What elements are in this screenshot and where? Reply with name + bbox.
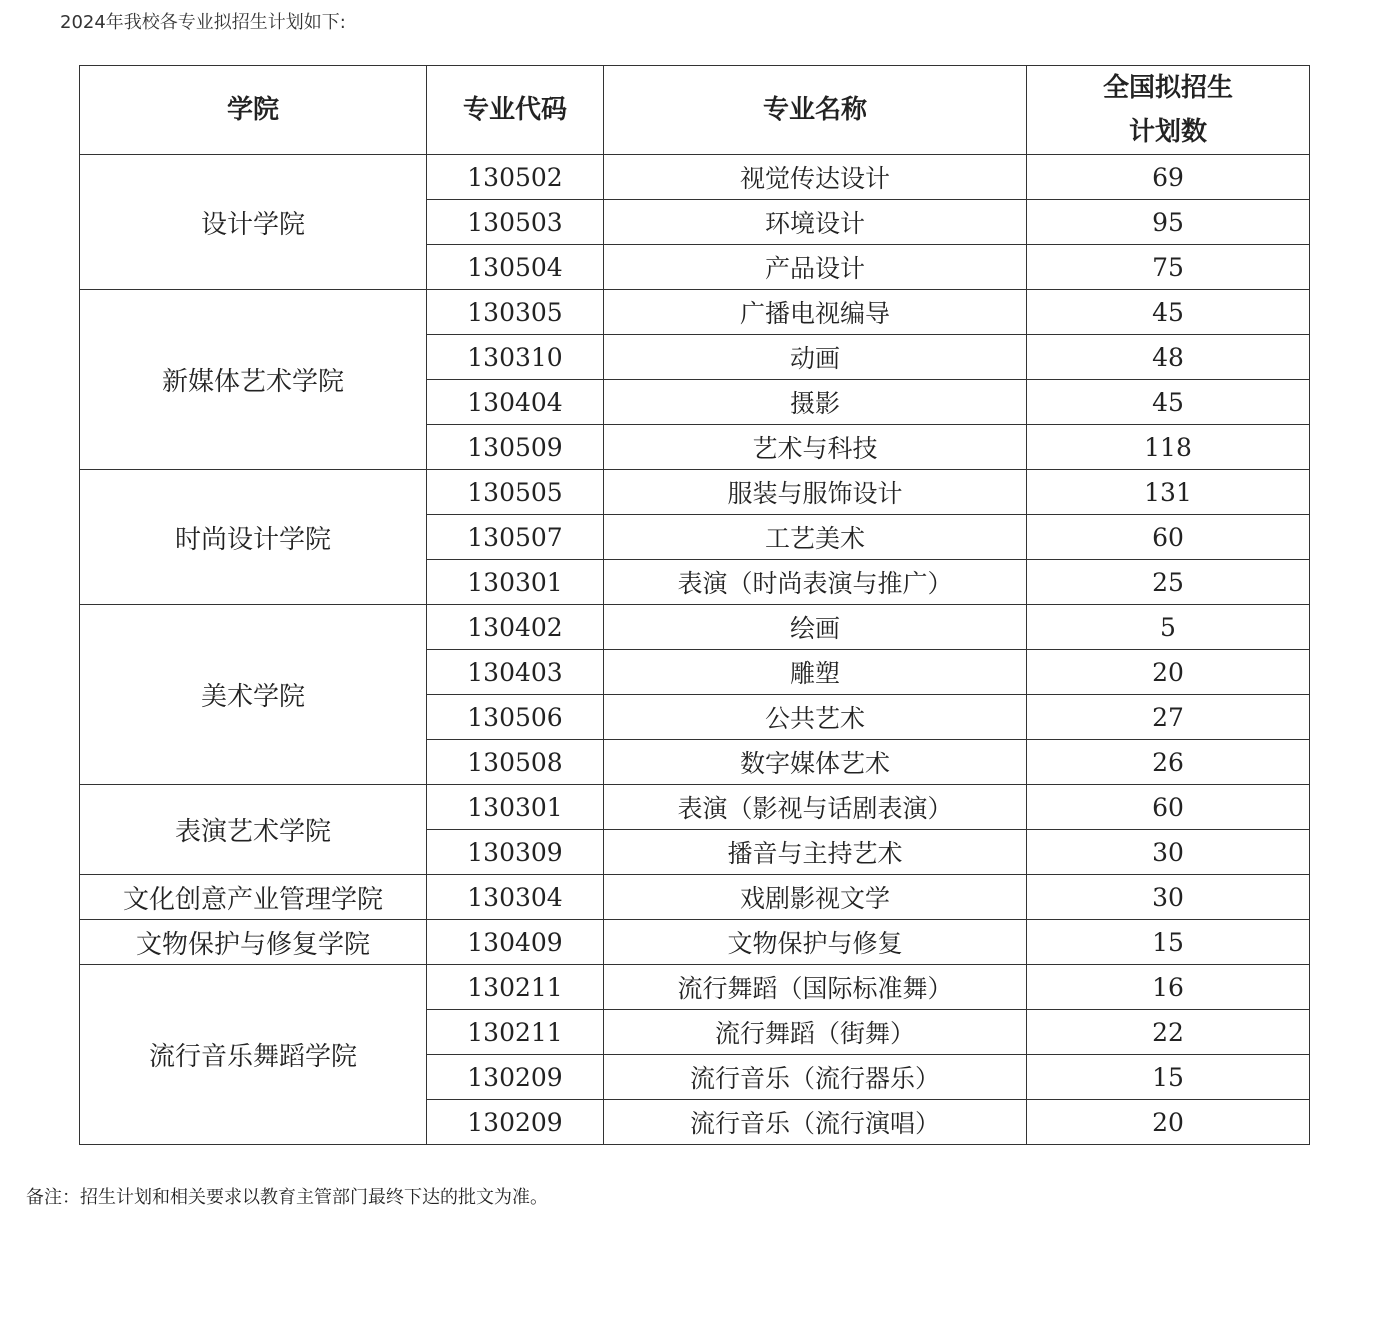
- table-row: [80, 785, 1310, 830]
- major-code-cell: 130506: [427, 695, 604, 740]
- plan-count-cell: 60: [1027, 515, 1310, 560]
- major-code-cell: 130402: [427, 605, 604, 650]
- plan-count-cell: 25: [1027, 560, 1310, 605]
- plan-count-cell: 30: [1027, 875, 1310, 920]
- major-name-cell: 摄影: [604, 380, 1027, 425]
- header-college: 学院: [80, 66, 427, 155]
- footnote: 备注：招生计划和相关要求以教育主管部门最终下达的批文为准。: [26, 1187, 548, 1208]
- table-header: [80, 66, 1310, 155]
- major-code-cell: 130507: [427, 515, 604, 560]
- plan-count-cell: 45: [1027, 290, 1310, 335]
- plan-count-cell: 15: [1027, 920, 1310, 965]
- major-name-cell: 文物保护与修复: [604, 920, 1027, 965]
- table-row: [80, 290, 1310, 335]
- plan-count-cell: 20: [1027, 1100, 1310, 1145]
- plan-count-cell: 20: [1027, 650, 1310, 695]
- plan-count-cell: 48: [1027, 335, 1310, 380]
- table-row: [80, 605, 1310, 650]
- major-name-cell: 戏剧影视文学: [604, 875, 1027, 920]
- major-code-cell: 130301: [427, 785, 604, 830]
- major-code-cell: 130509: [427, 425, 604, 470]
- major-name-cell: 流行舞蹈（街舞）: [604, 1010, 1027, 1055]
- major-name-cell: 公共艺术: [604, 695, 1027, 740]
- major-code-cell: 130305: [427, 290, 604, 335]
- header-count-line1: 全国拟招生: [1102, 73, 1233, 103]
- plan-count-cell: 22: [1027, 1010, 1310, 1055]
- plan-count-cell: 69: [1027, 155, 1310, 200]
- table-body: [80, 155, 1310, 1145]
- plan-count-cell: 5: [1027, 605, 1310, 650]
- college-cell: 新媒体艺术学院: [80, 290, 427, 470]
- college-cell: 流行音乐舞蹈学院: [80, 965, 427, 1145]
- major-code-cell: 130309: [427, 830, 604, 875]
- major-name-cell: 产品设计: [604, 245, 1027, 290]
- enrollment-plan-table: [79, 65, 1310, 1145]
- major-name-cell: 流行舞蹈（国际标准舞）: [604, 965, 1027, 1010]
- plan-count-cell: 75: [1027, 245, 1310, 290]
- college-cell: 表演艺术学院: [80, 785, 427, 875]
- header-name: 专业名称: [604, 66, 1027, 155]
- major-code-cell: 130403: [427, 650, 604, 695]
- major-name-cell: 动画: [604, 335, 1027, 380]
- major-code-cell: 130209: [427, 1055, 604, 1100]
- major-code-cell: 130211: [427, 1010, 604, 1055]
- major-name-cell: 工艺美术: [604, 515, 1027, 560]
- intro-text: 2024年我校各专业拟招生计划如下:: [60, 12, 346, 33]
- major-name-cell: 播音与主持艺术: [604, 830, 1027, 875]
- major-name-cell: 艺术与科技: [604, 425, 1027, 470]
- major-name-cell: 环境设计: [604, 200, 1027, 245]
- table-row: [80, 920, 1310, 965]
- header-row: [80, 66, 1310, 155]
- plan-count-cell: 26: [1027, 740, 1310, 785]
- plan-count-cell: 131: [1027, 470, 1310, 515]
- header-count: [1027, 66, 1310, 155]
- plan-count-cell: 30: [1027, 830, 1310, 875]
- major-name-cell: 广播电视编导: [604, 290, 1027, 335]
- major-name-cell: 雕塑: [604, 650, 1027, 695]
- major-name-cell: 表演（影视与话剧表演）: [604, 785, 1027, 830]
- major-name-cell: 数字媒体艺术: [604, 740, 1027, 785]
- header-code: 专业代码: [427, 66, 604, 155]
- major-code-cell: 130211: [427, 965, 604, 1010]
- major-name-cell: 视觉传达设计: [604, 155, 1027, 200]
- plan-count-cell: 118: [1027, 425, 1310, 470]
- plan-count-cell: 60: [1027, 785, 1310, 830]
- major-code-cell: 130310: [427, 335, 604, 380]
- college-cell: 时尚设计学院: [80, 470, 427, 605]
- plan-count-cell: 45: [1027, 380, 1310, 425]
- table-row: [80, 875, 1310, 920]
- table-row: [80, 965, 1310, 1010]
- major-code-cell: 130502: [427, 155, 604, 200]
- major-code-cell: 130209: [427, 1100, 604, 1145]
- major-code-cell: 130505: [427, 470, 604, 515]
- college-cell: 设计学院: [80, 155, 427, 290]
- major-code-cell: 130503: [427, 200, 604, 245]
- major-name-cell: 流行音乐（流行演唱）: [604, 1100, 1027, 1145]
- table-row: [80, 155, 1310, 200]
- major-name-cell: 服装与服饰设计: [604, 470, 1027, 515]
- major-code-cell: 130508: [427, 740, 604, 785]
- header-count-line2: 计划数: [1128, 117, 1207, 147]
- college-cell: 文化创意产业管理学院: [80, 875, 427, 920]
- major-name-cell: 流行音乐（流行器乐）: [604, 1055, 1027, 1100]
- major-code-cell: 130304: [427, 875, 604, 920]
- plan-count-cell: 27: [1027, 695, 1310, 740]
- college-cell: 文物保护与修复学院: [80, 920, 427, 965]
- plan-count-cell: 95: [1027, 200, 1310, 245]
- major-code-cell: 130404: [427, 380, 604, 425]
- plan-count-cell: 16: [1027, 965, 1310, 1010]
- table-row: [80, 470, 1310, 515]
- major-name-cell: 绘画: [604, 605, 1027, 650]
- college-cell: 美术学院: [80, 605, 427, 785]
- major-code-cell: 130409: [427, 920, 604, 965]
- major-code-cell: 130301: [427, 560, 604, 605]
- major-code-cell: 130504: [427, 245, 604, 290]
- major-name-cell: 表演（时尚表演与推广）: [604, 560, 1027, 605]
- plan-count-cell: 15: [1027, 1055, 1310, 1100]
